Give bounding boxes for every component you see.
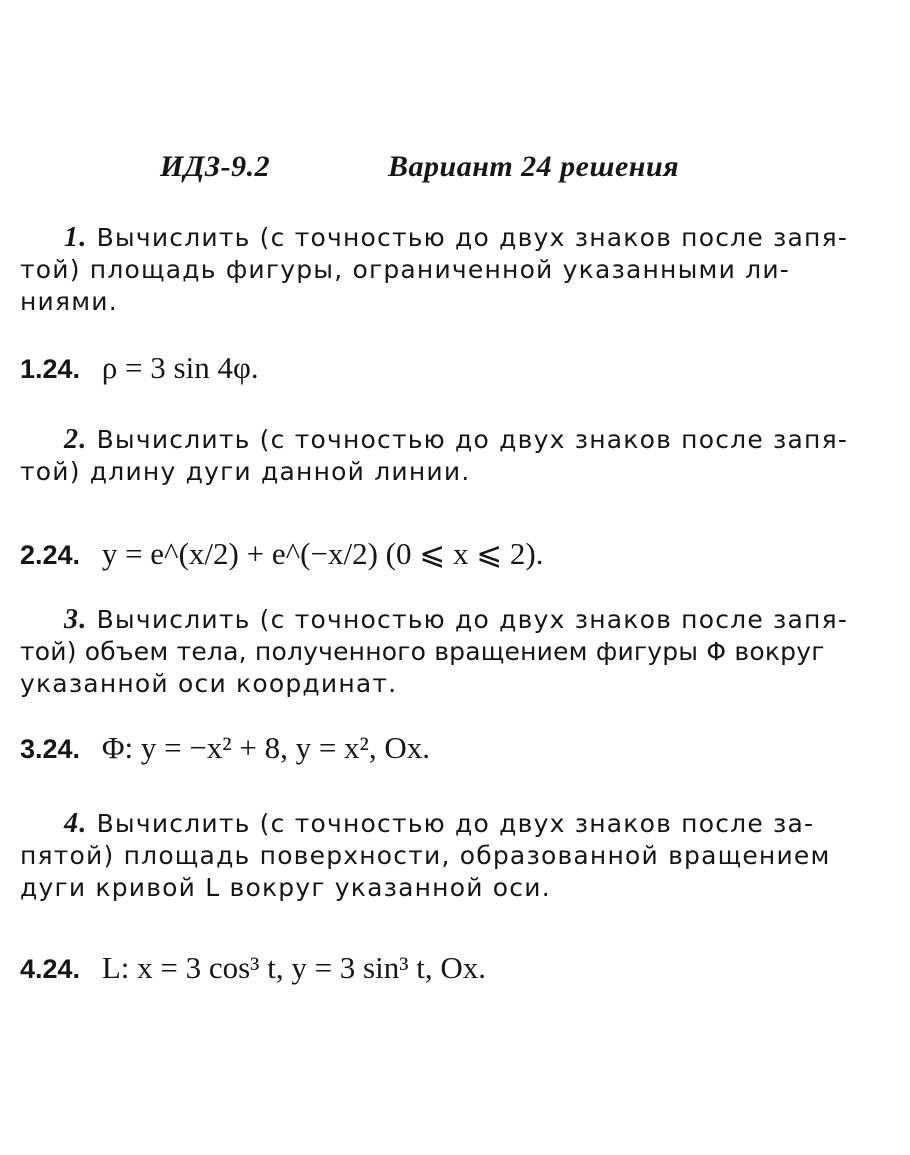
task-line — [20, 424, 880, 456]
task-number: 3. — [64, 604, 88, 635]
task-4-statement — [20, 808, 880, 904]
task-2-statement — [20, 424, 880, 488]
formula-expression: Φ: y = −x² + 8, y = x², Ox. — [101, 730, 430, 765]
task-text: Вычислить (с точностью до двух знаков после запя- — [96, 223, 849, 252]
task-number: 4. — [64, 808, 88, 839]
task-2-formula — [20, 536, 544, 572]
formula-number: 2.24. — [20, 540, 81, 570]
formula-expression: ρ = 3 sin 4φ. — [101, 350, 259, 385]
task-line — [20, 222, 880, 254]
task-line: дуги кривой L вокруг указанной оси. — [20, 873, 551, 902]
formula-number: 3.24. — [20, 734, 81, 764]
task-line: указанной оси координат. — [20, 669, 398, 698]
task-line: ниями. — [20, 287, 118, 316]
task-1-statement — [20, 222, 880, 318]
task-line — [20, 604, 880, 636]
task-number: 1. — [64, 222, 88, 253]
task-line: пятой) площадь поверхности, образованной вращением — [20, 841, 831, 870]
task-3-formula — [20, 730, 430, 766]
task-1-formula — [20, 350, 259, 386]
formula-number: 4.24. — [20, 954, 81, 984]
task-line: той) площадь фигуры, ограниченной указанными ли- — [20, 255, 791, 284]
task-3-statement — [20, 604, 880, 700]
task-text: Вычислить (с точностью до двух знаков после за- — [96, 809, 815, 838]
assignment-code: ИДЗ-9.2 — [160, 150, 271, 183]
task-4-formula — [20, 950, 486, 986]
formula-expression: L: x = 3 cos³ t, y = 3 sin³ t, Ox. — [101, 950, 487, 985]
variant-title: Вариант 24 решения — [388, 150, 680, 183]
task-line: той) длину дуги данной линии. — [20, 457, 471, 486]
task-number: 2. — [64, 424, 88, 455]
task-line: той) объем тела, полученного вращением фигуры Φ вокруг — [20, 637, 825, 666]
task-text: Вычислить (с точностью до двух знаков после запя- — [96, 605, 849, 634]
formula-number: 1.24. — [20, 354, 81, 384]
formula-expression: y = e^(x/2) + e^(−x/2) (0 ⩽ x ⩽ 2). — [101, 536, 544, 571]
task-line — [20, 808, 880, 840]
task-text: Вычислить (с точностью до двух знаков после запя- — [96, 425, 849, 454]
